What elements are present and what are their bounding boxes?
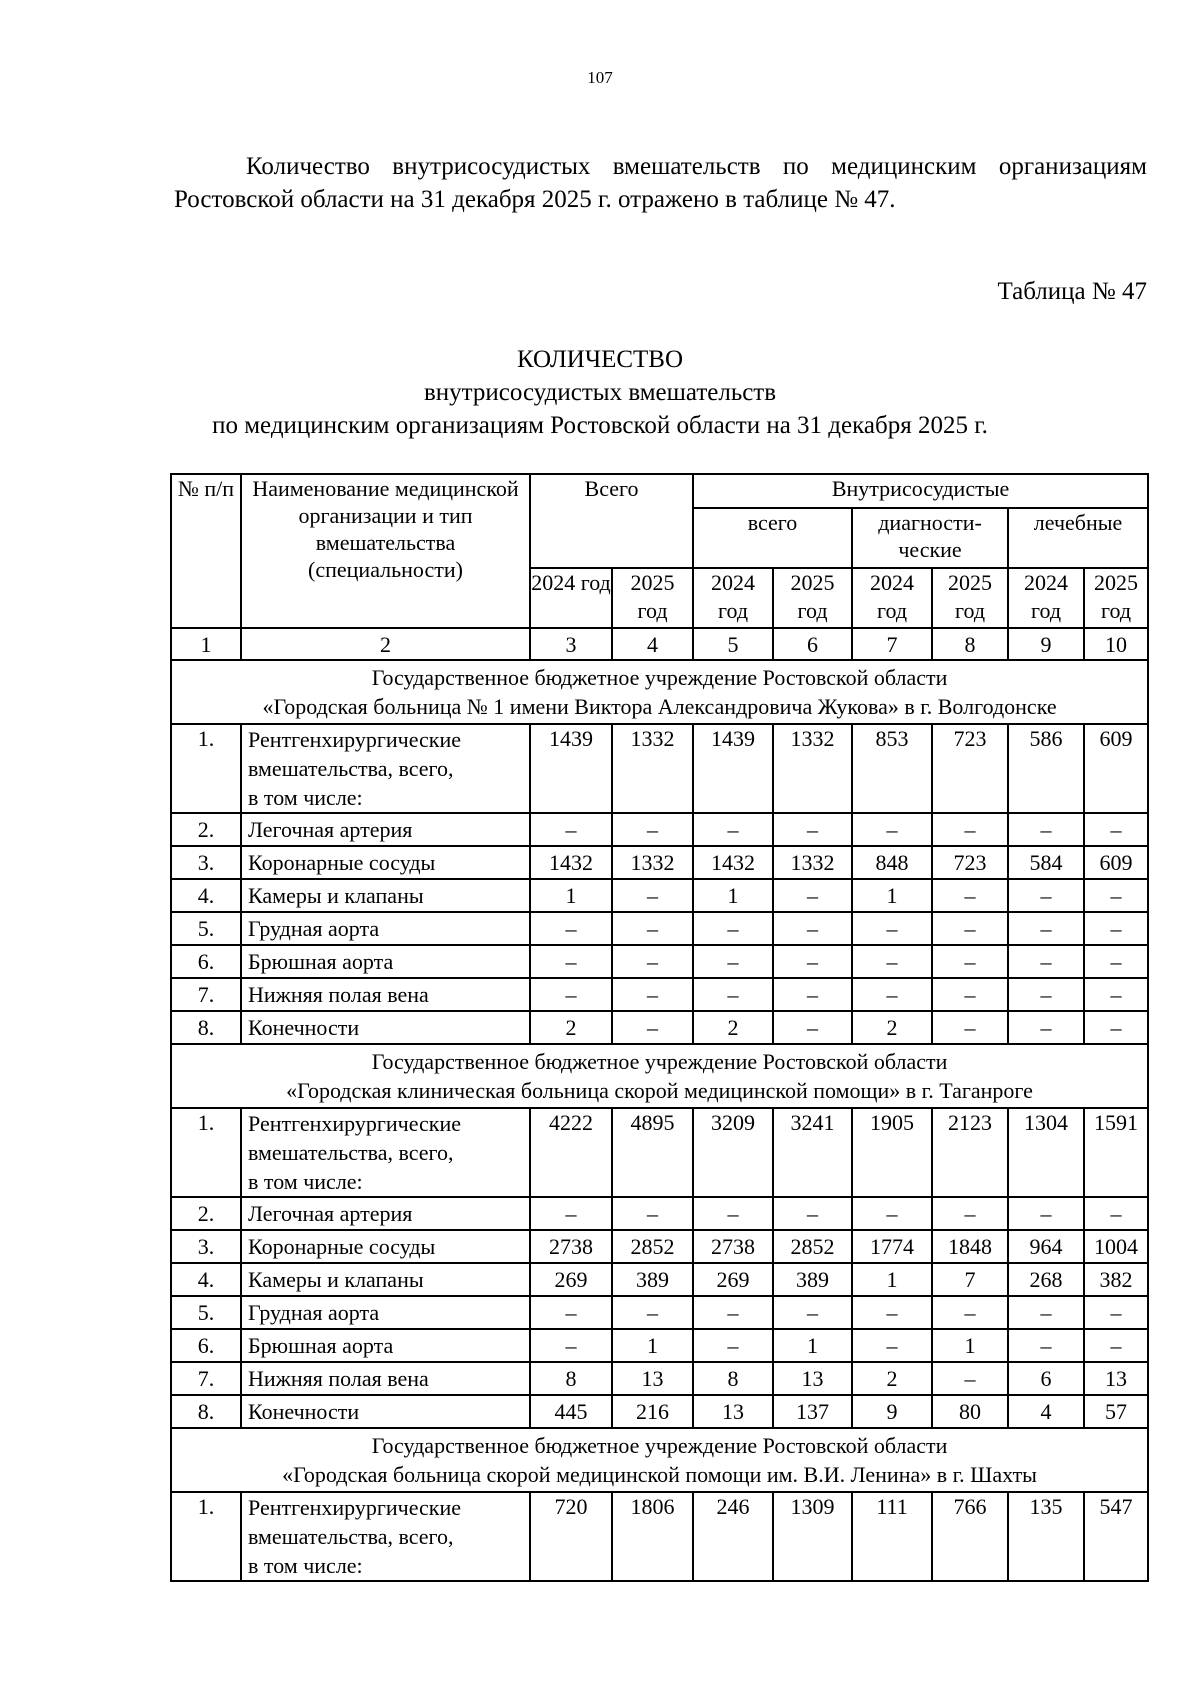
value-cell: –: [852, 1296, 932, 1329]
value-cell: 1332: [612, 846, 693, 879]
value-cell: –: [852, 1329, 932, 1362]
header-year: 2024 год: [530, 568, 612, 628]
intervention-type: Брюшная аорта: [241, 1329, 530, 1362]
table-row: [171, 1329, 1148, 1362]
row-number: 2.: [171, 813, 241, 846]
value-cell: 4222: [530, 1108, 612, 1197]
organization-name-line: Государственное бюджетное учреждение Ростовской области: [371, 665, 948, 690]
intervention-type: Камеры и клапаны: [241, 1263, 530, 1296]
table-row: [171, 1230, 1148, 1263]
value-cell: 853: [852, 724, 932, 813]
header-intravascular: Внутрисосудистые: [693, 474, 1148, 508]
value-cell: –: [932, 813, 1008, 846]
value-cell: 1332: [612, 724, 693, 813]
value-cell: –: [1008, 813, 1084, 846]
value-cell: 2: [530, 1011, 612, 1044]
value-cell: –: [932, 879, 1008, 912]
value-cell: –: [932, 1011, 1008, 1044]
table-body: [171, 628, 1148, 1581]
row-number: 3.: [171, 1230, 241, 1263]
table-title: [0, 343, 1200, 442]
value-cell: 547: [1084, 1492, 1148, 1581]
value-cell: 1: [693, 879, 773, 912]
value-cell: –: [1084, 879, 1148, 912]
table-row: [171, 1296, 1148, 1329]
value-cell: 2: [852, 1011, 932, 1044]
header-sub-treatment: лечебные: [1008, 508, 1148, 568]
table-row: [171, 1492, 1148, 1581]
row-number: 3.: [171, 846, 241, 879]
row-number: 1.: [171, 1492, 241, 1581]
table-row: [171, 1197, 1148, 1230]
value-cell: 137: [773, 1395, 852, 1428]
value-cell: 1: [773, 1329, 852, 1362]
intro-paragraph: Количество внутрисосудистых вмешательств по медицинским организациям Ростовской области на 31 декабря 2025 г. отражено в таблице № 47.: [174, 153, 1147, 213]
value-cell: –: [530, 1329, 612, 1362]
organization-row: [171, 1044, 1148, 1108]
value-cell: –: [612, 1296, 693, 1329]
value-cell: –: [1008, 945, 1084, 978]
column-number-row: [171, 628, 1148, 660]
value-cell: –: [773, 813, 852, 846]
column-number: 5: [693, 628, 773, 660]
row-number: 4.: [171, 1263, 241, 1296]
row-number: 6.: [171, 945, 241, 978]
value-cell: –: [1084, 912, 1148, 945]
value-cell: 4: [1008, 1395, 1084, 1428]
value-cell: 57: [1084, 1395, 1148, 1428]
value-cell: –: [1008, 1296, 1084, 1329]
value-cell: –: [612, 813, 693, 846]
intervention-type: Камеры и клапаны: [241, 879, 530, 912]
header-year: 2024 год: [1008, 568, 1084, 628]
value-cell: –: [1084, 1296, 1148, 1329]
organization-name-line: Государственное бюджетное учреждение Ростовской области: [371, 1049, 948, 1074]
table-row: [171, 724, 1148, 813]
value-cell: 7: [932, 1263, 1008, 1296]
intervention-type: Грудная аорта: [241, 1296, 530, 1329]
value-cell: –: [932, 1362, 1008, 1395]
value-cell: 1905: [852, 1108, 932, 1197]
value-cell: 80: [932, 1395, 1008, 1428]
intervention-type: Конечности: [241, 1395, 530, 1428]
value-cell: 2738: [693, 1230, 773, 1263]
value-cell: 964: [1008, 1230, 1084, 1263]
row-number: 7.: [171, 978, 241, 1011]
intervention-type: Коронарные сосуды: [241, 846, 530, 879]
value-cell: 2: [693, 1011, 773, 1044]
header-year: 2025 год: [1084, 568, 1148, 628]
table-row: [171, 813, 1148, 846]
value-cell: –: [773, 1011, 852, 1044]
value-cell: 586: [1008, 724, 1084, 813]
value-cell: –: [1084, 945, 1148, 978]
table-row: [171, 1263, 1148, 1296]
value-cell: 1591: [1084, 1108, 1148, 1197]
value-cell: 1: [932, 1329, 1008, 1362]
intervention-type: Рентгенхирургические вмешательства, всего, в том числе:: [241, 1492, 530, 1581]
value-cell: 1332: [773, 846, 852, 879]
value-cell: 1774: [852, 1230, 932, 1263]
header-sub-diagnostic: диагности-ческие: [852, 508, 1008, 568]
table-label: Таблица № 47: [997, 278, 1147, 305]
value-cell: 269: [530, 1263, 612, 1296]
value-cell: –: [693, 1329, 773, 1362]
value-cell: 13: [612, 1362, 693, 1395]
table-row: [171, 912, 1148, 945]
value-cell: –: [1084, 1197, 1148, 1230]
value-cell: 111: [852, 1492, 932, 1581]
value-cell: –: [773, 1296, 852, 1329]
table-header: [171, 474, 1148, 628]
value-cell: –: [932, 978, 1008, 1011]
header-name: Наименование медицинской организации и тип вмешательства (специальности): [241, 474, 530, 628]
value-cell: 1309: [773, 1492, 852, 1581]
value-cell: 1332: [773, 724, 852, 813]
value-cell: –: [530, 813, 612, 846]
table-row: [171, 1362, 1148, 1395]
value-cell: –: [612, 879, 693, 912]
table-row: [171, 978, 1148, 1011]
value-cell: –: [530, 1197, 612, 1230]
value-cell: –: [773, 912, 852, 945]
value-cell: 445: [530, 1395, 612, 1428]
value-cell: –: [852, 912, 932, 945]
value-cell: –: [773, 978, 852, 1011]
value-cell: –: [1008, 879, 1084, 912]
intervention-type: Коронарные сосуды: [241, 1230, 530, 1263]
value-cell: –: [1084, 813, 1148, 846]
value-cell: 268: [1008, 1263, 1084, 1296]
organization-row: [171, 1428, 1148, 1492]
column-number: 9: [1008, 628, 1084, 660]
header-sub-total: всего: [693, 508, 852, 568]
intervention-type: Конечности: [241, 1011, 530, 1044]
value-cell: –: [693, 912, 773, 945]
value-cell: 723: [932, 846, 1008, 879]
header-year: 2024 год: [693, 568, 773, 628]
row-number: 1.: [171, 724, 241, 813]
header-total: Всего: [530, 474, 693, 568]
value-cell: 13: [693, 1395, 773, 1428]
value-cell: 382: [1084, 1263, 1148, 1296]
table-row: [171, 1395, 1148, 1428]
value-cell: 1439: [693, 724, 773, 813]
row-number: 5.: [171, 912, 241, 945]
value-cell: –: [1008, 912, 1084, 945]
value-cell: 9: [852, 1395, 932, 1428]
row-number: 8.: [171, 1011, 241, 1044]
row-number: 6.: [171, 1329, 241, 1362]
value-cell: 1: [530, 879, 612, 912]
value-cell: –: [693, 813, 773, 846]
column-number: 8: [932, 628, 1008, 660]
value-cell: 609: [1084, 846, 1148, 879]
column-number: 2: [241, 628, 530, 660]
organization-row: [171, 660, 1148, 724]
value-cell: 766: [932, 1492, 1008, 1581]
column-number: 3: [530, 628, 612, 660]
value-cell: –: [612, 912, 693, 945]
value-cell: 2852: [612, 1230, 693, 1263]
column-number: 6: [773, 628, 852, 660]
value-cell: 6: [1008, 1362, 1084, 1395]
table-row: [171, 1011, 1148, 1044]
intervention-type: Нижняя полая вена: [241, 978, 530, 1011]
value-cell: –: [932, 1296, 1008, 1329]
value-cell: –: [1084, 978, 1148, 1011]
value-cell: –: [612, 1011, 693, 1044]
organization-name: [171, 1044, 1148, 1108]
value-cell: –: [852, 813, 932, 846]
header-year: 2025 год: [612, 568, 693, 628]
value-cell: 135: [1008, 1492, 1084, 1581]
value-cell: –: [932, 945, 1008, 978]
value-cell: 3209: [693, 1108, 773, 1197]
table-row: [171, 945, 1148, 978]
value-cell: 848: [852, 846, 932, 879]
row-number: 7.: [171, 1362, 241, 1395]
row-number: 2.: [171, 1197, 241, 1230]
table-row: [171, 846, 1148, 879]
value-cell: 1: [612, 1329, 693, 1362]
value-cell: –: [530, 978, 612, 1011]
table-row: [171, 1108, 1148, 1197]
value-cell: 216: [612, 1395, 693, 1428]
value-cell: –: [932, 1197, 1008, 1230]
value-cell: –: [1084, 1329, 1148, 1362]
data-table: [170, 473, 1149, 1582]
row-number: 5.: [171, 1296, 241, 1329]
value-cell: –: [852, 978, 932, 1011]
value-cell: 2738: [530, 1230, 612, 1263]
column-number: 7: [852, 628, 932, 660]
row-number: 4.: [171, 879, 241, 912]
value-cell: 13: [773, 1362, 852, 1395]
header-year: 2025 год: [773, 568, 852, 628]
value-cell: 2123: [932, 1108, 1008, 1197]
value-cell: –: [852, 1197, 932, 1230]
intervention-type: Легочная артерия: [241, 1197, 530, 1230]
value-cell: 1439: [530, 724, 612, 813]
value-cell: 720: [530, 1492, 612, 1581]
value-cell: 8: [693, 1362, 773, 1395]
value-cell: 13: [1084, 1362, 1148, 1395]
value-cell: 584: [1008, 846, 1084, 879]
value-cell: 2: [852, 1362, 932, 1395]
header-num: № п/п: [171, 474, 241, 628]
value-cell: 1: [852, 1263, 932, 1296]
value-cell: 609: [1084, 724, 1148, 813]
organization-name-line: «Городская больница № 1 имени Виктора Александровича Жукова» в г. Волгодонске: [262, 694, 1057, 719]
value-cell: –: [612, 1197, 693, 1230]
value-cell: –: [530, 945, 612, 978]
value-cell: –: [530, 912, 612, 945]
intervention-type: Рентгенхирургические вмешательства, всего, в том числе:: [241, 724, 530, 813]
value-cell: 389: [612, 1263, 693, 1296]
value-cell: –: [693, 1197, 773, 1230]
value-cell: 269: [693, 1263, 773, 1296]
intervention-type: Рентгенхирургические вмешательства, всего, в том числе:: [241, 1108, 530, 1197]
value-cell: 1848: [932, 1230, 1008, 1263]
intervention-type: Брюшная аорта: [241, 945, 530, 978]
organization-name-line: «Городская клиническая больница скорой медицинской помощи» в г. Таганроге: [286, 1078, 1033, 1103]
intervention-type: Грудная аорта: [241, 912, 530, 945]
value-cell: 1304: [1008, 1108, 1084, 1197]
value-cell: –: [773, 1197, 852, 1230]
value-cell: –: [1008, 1197, 1084, 1230]
column-number: 4: [612, 628, 693, 660]
value-cell: 3241: [773, 1108, 852, 1197]
table-row: [171, 879, 1148, 912]
value-cell: –: [612, 978, 693, 1011]
row-number: 1.: [171, 1108, 241, 1197]
value-cell: –: [932, 912, 1008, 945]
page-number: 107: [587, 68, 613, 87]
organization-name: [171, 660, 1148, 724]
intervention-type: Нижняя полая вена: [241, 1362, 530, 1395]
value-cell: –: [693, 978, 773, 1011]
value-cell: –: [773, 879, 852, 912]
value-cell: 389: [773, 1263, 852, 1296]
value-cell: –: [693, 945, 773, 978]
value-cell: 2852: [773, 1230, 852, 1263]
title-line-3: по медицинским организациям Ростовской области на 31 декабря 2025 г.: [212, 412, 988, 439]
organization-name-line: «Городская больница скорой медицинской помощи им. В.И. Ленина» в г. Шахты: [282, 1462, 1037, 1487]
value-cell: 1004: [1084, 1230, 1148, 1263]
value-cell: –: [612, 945, 693, 978]
value-cell: 1806: [612, 1492, 693, 1581]
intervention-type: Легочная артерия: [241, 813, 530, 846]
row-number: 8.: [171, 1395, 241, 1428]
value-cell: –: [530, 1296, 612, 1329]
value-cell: –: [773, 945, 852, 978]
value-cell: 8: [530, 1362, 612, 1395]
value-cell: 1: [852, 879, 932, 912]
value-cell: 4895: [612, 1108, 693, 1197]
value-cell: –: [1084, 1011, 1148, 1044]
column-number: 1: [171, 628, 241, 660]
title-line-1: КОЛИЧЕСТВО: [516, 346, 684, 373]
value-cell: –: [1008, 1011, 1084, 1044]
column-number: 10: [1084, 628, 1148, 660]
organization-name-line: Государственное бюджетное учреждение Ростовской области: [371, 1433, 948, 1458]
title-line-2: внутрисосудистых вмешательств: [423, 379, 777, 406]
value-cell: –: [693, 1296, 773, 1329]
value-cell: –: [852, 945, 932, 978]
value-cell: 1432: [693, 846, 773, 879]
value-cell: 246: [693, 1492, 773, 1581]
value-cell: –: [1008, 1329, 1084, 1362]
value-cell: 723: [932, 724, 1008, 813]
header-year: 2025 год: [932, 568, 1008, 628]
organization-name: [171, 1428, 1148, 1492]
value-cell: –: [1008, 978, 1084, 1011]
header-year: 2024 год: [852, 568, 932, 628]
value-cell: 1432: [530, 846, 612, 879]
